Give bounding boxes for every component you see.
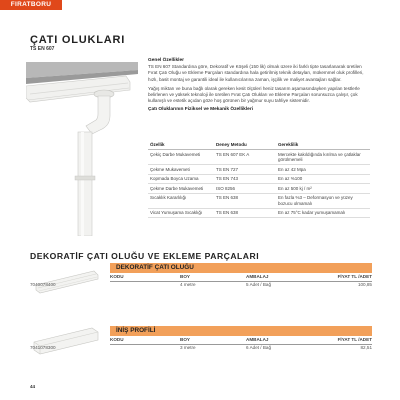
description-column (148, 58, 370, 114)
table-cell: En az 75°C kadar yumuşamamalı (276, 208, 370, 218)
downpipe-profile-thumbnail (30, 322, 102, 356)
table-cell: TS EN 638 (214, 193, 276, 208)
product-price: 100,85 (357, 282, 372, 287)
header-divider (110, 344, 372, 345)
table-header-cell: Gereklilik (276, 140, 370, 150)
table-cell: TS EN 727 (214, 165, 276, 175)
product-price: 82,51 (360, 345, 372, 350)
header-divider (110, 281, 372, 282)
table-cell: TS EN 607 EK A (214, 150, 276, 165)
description-paragraph-2: Yağış miktarı ve buna bağlı olarak gereken kesit ölçüleri heniz tasarım aşamasındayken yapılan testlerle belirlenen ve yüksek teknoloji ile üretilen Fırat Çatı Olukları ve Ekleme Parçaları sorunsuzca çalışır, çok kullanışlı ve estetik açıdan göze hoş görünen bir yağmur suyu tahliye sistemidir. (148, 85, 360, 104)
column-header-length: BOY (180, 337, 190, 342)
page-number: 44 (30, 384, 36, 389)
table-header-cell: Özellik (148, 140, 214, 150)
table-cell: Çekme Darbe Mukavemeti (148, 184, 214, 194)
column-header-length: BOY (180, 274, 190, 279)
column-header-price: FİYAT TL /ADET (337, 337, 372, 342)
table-row (148, 165, 370, 175)
column-header-package: AMBALAJ (246, 337, 269, 342)
product-length: 3 metre (180, 345, 196, 350)
product-block-downpipe-profile (30, 322, 372, 372)
product-block-decorative-gutter (30, 263, 372, 313)
table-row (148, 208, 370, 218)
description-paragraph-1: TS EN 607 Standardına göre, Dekoratif ve Köşeli (150 lik) olmak üzere iki farklı tipte tasarlanarak üretilen Fırat Çatı Oluğu ve Ekleme Parçaları standardına hala getirilmiş teknik detayları, mükemmel oluk profilleri, hızlı, basit montaj ve garantili ideal ile kullanıcılarına zaman, işçilik ve maliyet avantajları sağlar. (148, 64, 364, 82)
properties-table (148, 140, 370, 218)
column-header-code: KODU (110, 274, 124, 279)
standard-label: TS EN 607 (30, 46, 55, 52)
table-cell: ISO 8256 (214, 184, 276, 194)
general-features-heading: Genel Özellikler (148, 58, 184, 63)
column-header-code: KODU (110, 337, 124, 342)
table-cell: Çekiç Darbe Mukavemeti (148, 150, 214, 165)
product-title: İNİŞ PROFİLİ (116, 327, 156, 334)
product-code: 7040078400 (30, 282, 56, 287)
table-cell: Kopmada Boyca Uzama (148, 174, 214, 184)
table-header-cell: Deney Metodu (214, 140, 276, 150)
product-package: 5 Adet / Bağ (246, 282, 272, 287)
brand-name: FIRATBORU (10, 1, 52, 8)
product-title-bar (110, 326, 372, 336)
product-title: DEKORATİF ÇATI OLUĞU (116, 264, 194, 271)
product-code: 7041078300 (30, 345, 56, 350)
table-cell: Sıcaklık Kararlılığı (148, 193, 214, 208)
table-row (148, 174, 370, 184)
table-cell: En fazla %3 – Deformasyon ve yüzey bozucu olmamalı (276, 193, 370, 208)
table-cell: En az 500 kj / m² (276, 184, 370, 194)
decorative-gutter-thumbnail (30, 263, 102, 297)
gutter-system-image (26, 56, 138, 236)
table-row (148, 193, 370, 208)
table-cell: Çekme Mukavemeti (148, 165, 214, 175)
page-title: ÇATI OLUKLARI (30, 34, 126, 46)
table-cell: TS EN 743 (214, 174, 276, 184)
column-header-package: AMBALAJ (246, 274, 269, 279)
section-heading: DEKORATİF ÇATI OLUĞU VE EKLEME PARÇALARI (30, 251, 260, 261)
table-cell: Vicat Yumuşama Sıcaklığı (148, 208, 214, 218)
product-length: 4 metre (180, 282, 196, 287)
product-package: 6 Adet / Bağ (246, 345, 272, 350)
product-title-bar (110, 263, 372, 273)
properties-table-title: Çatı Oluklarının Fiziksel ve Mekanik Özellikleri (148, 107, 254, 113)
table-cell: Mercekte kakıldığında kırılma ve çatlaklar görülmemeli (276, 150, 370, 165)
column-header-price: FİYAT TL /ADET (337, 274, 372, 279)
table-cell: En az 42 Mpa (276, 165, 370, 175)
table-row (148, 184, 370, 194)
table-header-row (148, 140, 370, 150)
table-cell: En az %100 (276, 174, 370, 184)
table-row (148, 150, 370, 165)
table-cell: TS EN 638 (214, 208, 276, 218)
